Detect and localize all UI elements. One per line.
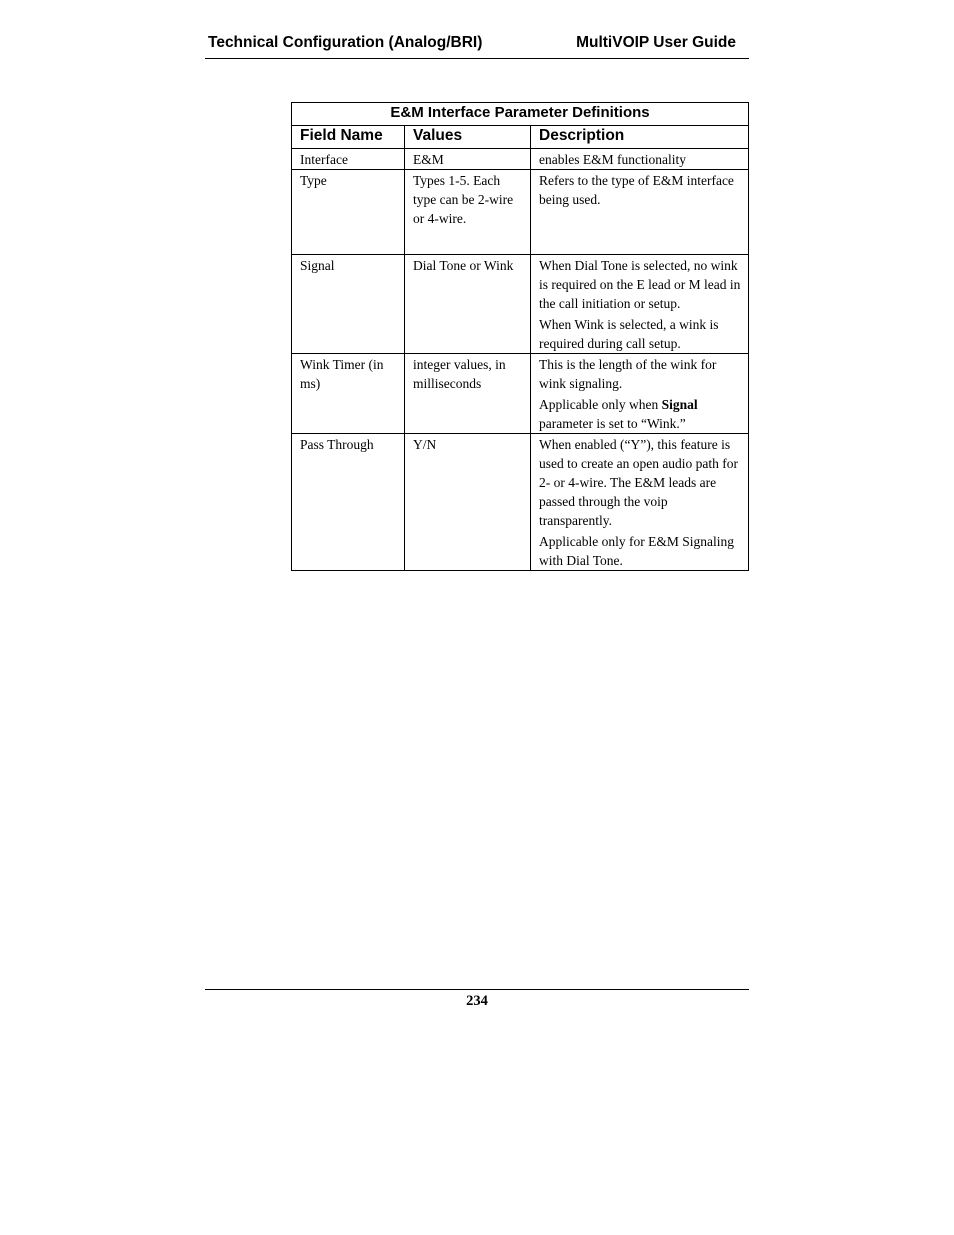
page-number: 234 [466,993,488,1009]
description-text: When Dial Tone is selected, no wink is required on the E lead or M lead in the call initiation or setup. [539,258,741,311]
description-text: This is the length of the wink for wink signaling. [539,357,717,391]
table-row [292,434,749,571]
note-bold-term: Signal [661,397,698,412]
table-title: E&M Interface Parameter Definitions [292,103,749,126]
cell-description-signal [531,255,749,354]
table-title-row [292,103,749,126]
note-suffix: parameter is set to “Wink.” [539,416,686,431]
cell-values-interface: E&M [405,149,531,170]
description-text: When Wink is selected, a wink is required during call setup. [539,317,719,351]
description-text: Applicable only for E&M Signaling with Dial Tone. [539,534,734,568]
table-row [292,354,749,434]
table-row [292,149,749,170]
header-guide-title: MultiVOIP User Guide [576,34,736,51]
em-parameter-table [291,102,749,571]
cell-field-interface: Interface [292,149,405,170]
cell-field-signal: Signal [292,255,405,354]
description-note [539,395,741,433]
cell-description-wink-timer [531,354,749,434]
cell-values-type: Types 1-5. Each type can be 2-wire or 4-wire. [405,170,531,255]
description-text: When enabled (“Y”), this feature is used to create an open audio path for 2- or 4-wire. The E&M leads are passed through the voip transparently. [539,437,739,528]
column-header-field-name: Field Name [292,126,405,149]
column-header-description: Description [531,126,749,149]
description-text: enables E&M functionality [539,152,686,167]
cell-values-signal: Dial Tone or Wink [405,255,531,354]
table-row [292,255,749,354]
cell-values-wink-timer: integer values, in milliseconds [405,354,531,434]
page-header [205,33,749,59]
cell-description-pass-through [531,434,749,571]
cell-field-type: Type [292,170,405,255]
cell-values-pass-through: Y/N [405,434,531,571]
cell-field-wink-timer: Wink Timer (in ms) [292,354,405,434]
description-text: Refers to the type of E&M interface being used. [539,173,734,207]
header-section-title: Technical Configuration (Analog/BRI) [208,34,483,51]
cell-field-pass-through: Pass Through [292,434,405,571]
cell-description-interface [531,149,749,170]
table-header-row [292,126,749,149]
cell-description-type [531,170,749,255]
table-row [292,170,749,255]
page-footer [205,989,749,1010]
column-header-values: Values [405,126,531,149]
note-prefix: Applicable only when [539,397,662,412]
